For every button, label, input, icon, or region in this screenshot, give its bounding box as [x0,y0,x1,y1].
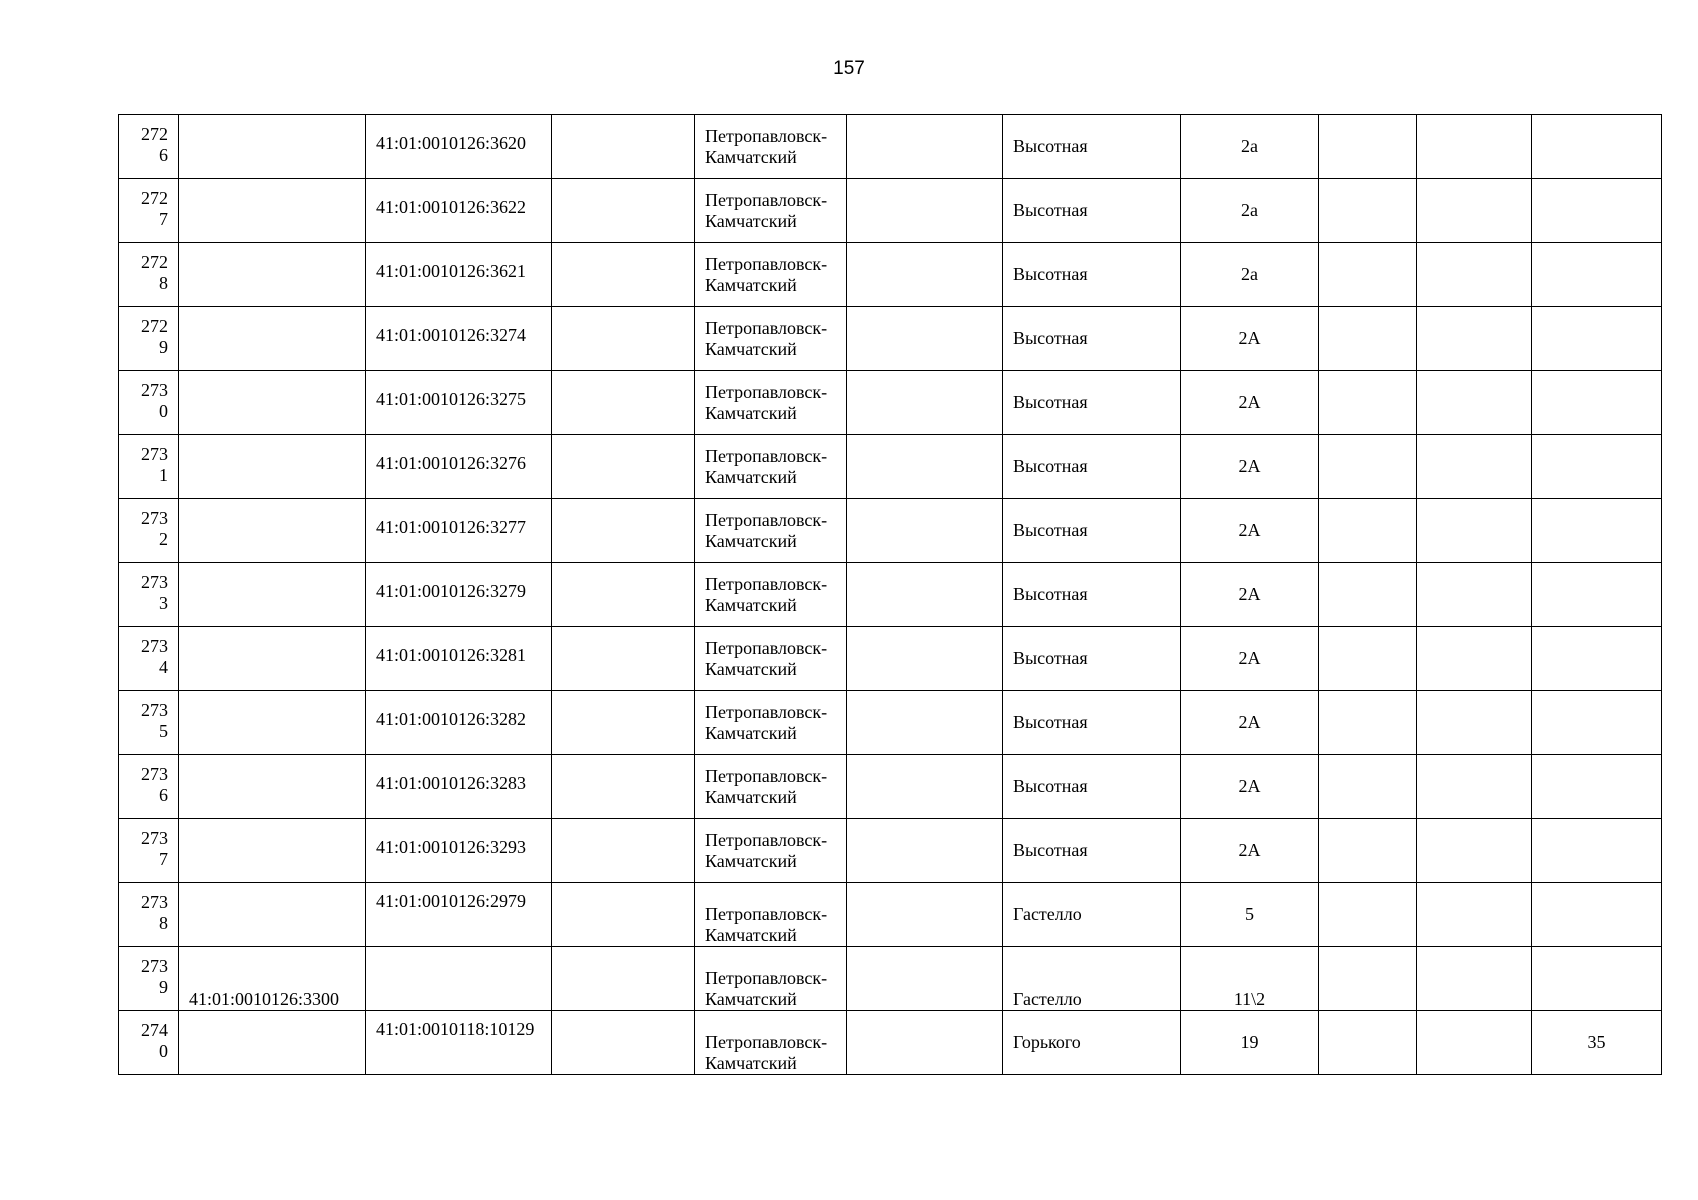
table-row [119,499,1662,563]
cadastral-number-2-cell: 41:01:0010126:3282 [366,691,552,755]
extra-cell [1319,563,1417,627]
street-cell: Гастелло [1003,883,1181,947]
empty-cell [847,243,1003,307]
extra-value-cell [1532,563,1662,627]
table-row [119,243,1662,307]
city-cell: Петропавловск-Камчатский [695,1011,847,1075]
city-cell: Петропавловск-Камчатский [695,627,847,691]
street-cell: Высотная [1003,691,1181,755]
street-cell: Высотная [1003,819,1181,883]
city-cell: Петропавловск-Камчатский [695,819,847,883]
extra-value-cell [1532,883,1662,947]
extra-cell [1319,371,1417,435]
empty-cell [847,691,1003,755]
extra-cell [1417,499,1532,563]
empty-cell [552,627,695,691]
row-number-cell: 272 7 [119,179,179,243]
table-row [119,435,1662,499]
empty-cell [847,627,1003,691]
row-number-cell: 272 8 [119,243,179,307]
cadastral-number-cell [179,627,366,691]
empty-cell [552,1011,695,1075]
empty-cell [552,883,695,947]
street-cell: Высотная [1003,307,1181,371]
row-number-cell: 273 8 [119,883,179,947]
extra-value-cell [1532,435,1662,499]
house-number-cell: 2А [1181,499,1319,563]
table-row [119,691,1662,755]
city-cell: Петропавловск-Камчатский [695,755,847,819]
extra-cell [1417,1011,1532,1075]
extra-cell [1417,819,1532,883]
cadastral-number-2-cell: 41:01:0010126:2979 [366,883,552,947]
city-cell: Петропавловск-Камчатский [695,243,847,307]
row-number-cell: 273 0 [119,371,179,435]
cadastral-number-2-cell: 41:01:0010126:3620 [366,115,552,179]
empty-cell [847,115,1003,179]
empty-cell [552,307,695,371]
street-cell: Высотная [1003,627,1181,691]
cadastral-number-cell [179,1011,366,1075]
empty-cell [847,947,1003,1011]
city-cell: Петропавловск-Камчатский [695,179,847,243]
cadastral-number-2-cell: 41:01:0010126:3277 [366,499,552,563]
extra-cell [1319,243,1417,307]
extra-cell [1417,115,1532,179]
empty-cell [552,371,695,435]
city-cell: Петропавловск-Камчатский [695,883,847,947]
house-number-cell: 2А [1181,371,1319,435]
cadastral-number-cell [179,563,366,627]
cadastral-number-2-cell: 41:01:0010126:3275 [366,371,552,435]
street-cell: Высотная [1003,435,1181,499]
house-number-cell: 5 [1181,883,1319,947]
empty-cell [847,435,1003,499]
row-number-cell: 272 9 [119,307,179,371]
empty-cell [847,819,1003,883]
empty-cell [847,307,1003,371]
cadastral-number-cell [179,371,366,435]
street-cell: Горького [1003,1011,1181,1075]
extra-cell [1417,883,1532,947]
table-row [119,627,1662,691]
house-number-cell: 19 [1181,1011,1319,1075]
extra-value-cell [1532,627,1662,691]
extra-cell [1319,499,1417,563]
cadastral-number-cell [179,243,366,307]
empty-cell [847,371,1003,435]
extra-value-cell [1532,755,1662,819]
extra-cell [1319,435,1417,499]
empty-cell [847,179,1003,243]
table-row [119,115,1662,179]
extra-value-cell [1532,307,1662,371]
empty-cell [847,883,1003,947]
row-number-cell: 273 3 [119,563,179,627]
extra-cell [1319,307,1417,371]
extra-value-cell [1532,691,1662,755]
empty-cell [552,819,695,883]
cadastral-number-2-cell: 41:01:0010126:3283 [366,755,552,819]
row-number-cell: 273 7 [119,819,179,883]
city-cell: Петропавловск-Камчатский [695,307,847,371]
extra-value-cell [1532,819,1662,883]
extra-value-cell [1532,179,1662,243]
extra-cell [1417,371,1532,435]
street-cell: Высотная [1003,243,1181,307]
street-cell: Высотная [1003,179,1181,243]
house-number-cell: 2а [1181,115,1319,179]
extra-cell [1417,179,1532,243]
extra-cell [1319,947,1417,1011]
cadastral-number-2-cell: 41:01:0010126:3622 [366,179,552,243]
cadastral-number-2-cell: 41:01:0010126:3279 [366,563,552,627]
city-cell: Петропавловск-Камчатский [695,947,847,1011]
empty-cell [847,499,1003,563]
empty-cell [552,755,695,819]
extra-cell [1319,883,1417,947]
cadastral-number-2-cell: 41:01:0010126:3281 [366,627,552,691]
table-row [119,563,1662,627]
table-row [119,371,1662,435]
city-cell: Петропавловск-Камчатский [695,691,847,755]
house-number-cell: 2А [1181,691,1319,755]
row-number-cell: 273 9 [119,947,179,1011]
cadastral-number-cell: 41:01:0010126:3300 [179,947,366,1011]
extra-value-cell [1532,115,1662,179]
city-cell: Петропавловск-Камчатский [695,499,847,563]
row-number-cell: 273 2 [119,499,179,563]
extra-cell [1319,819,1417,883]
city-cell: Петропавловск-Камчатский [695,371,847,435]
registry-table [118,114,1662,1075]
house-number-cell: 2а [1181,179,1319,243]
extra-cell [1417,563,1532,627]
street-cell: Высотная [1003,115,1181,179]
extra-cell [1319,115,1417,179]
extra-cell [1319,627,1417,691]
cadastral-number-2-cell: 41:01:0010126:3293 [366,819,552,883]
empty-cell [552,179,695,243]
extra-cell [1319,691,1417,755]
cadastral-number-2-cell: 41:01:0010126:3276 [366,435,552,499]
extra-value-cell [1532,243,1662,307]
house-number-cell: 2А [1181,755,1319,819]
empty-cell [552,947,695,1011]
table-body [119,115,1662,1075]
extra-value-cell [1532,947,1662,1011]
cadastral-number-2-cell: 41:01:0010118:10129 [366,1011,552,1075]
cadastral-number-2-cell: 41:01:0010126:3274 [366,307,552,371]
house-number-cell: 2А [1181,563,1319,627]
cadastral-number-cell [179,307,366,371]
table-row [119,179,1662,243]
table-row [119,1011,1662,1075]
cadastral-number-cell [179,435,366,499]
extra-value-cell [1532,499,1662,563]
cadastral-number-2-cell: 41:01:0010126:3621 [366,243,552,307]
house-number-cell: 2А [1181,307,1319,371]
extra-cell [1319,179,1417,243]
empty-cell [552,499,695,563]
street-cell: Гастелло [1003,947,1181,1011]
city-cell: Петропавловск-Камчатский [695,563,847,627]
empty-cell [847,755,1003,819]
table-row [119,755,1662,819]
city-cell: Петропавловск-Камчатский [695,115,847,179]
empty-cell [552,691,695,755]
table-row [119,819,1662,883]
street-cell: Высотная [1003,563,1181,627]
extra-cell [1417,307,1532,371]
cadastral-number-cell [179,499,366,563]
house-number-cell: 2а [1181,243,1319,307]
page-number: 157 [833,58,865,79]
row-number-cell: 273 5 [119,691,179,755]
extra-cell [1417,627,1532,691]
street-cell: Высотная [1003,371,1181,435]
empty-cell [552,435,695,499]
empty-cell [552,243,695,307]
extra-cell [1417,435,1532,499]
cadastral-number-cell [179,819,366,883]
extra-cell [1417,755,1532,819]
house-number-cell: 11\2 [1181,947,1319,1011]
extra-cell [1417,947,1532,1011]
empty-cell [552,563,695,627]
cadastral-number-cell [179,691,366,755]
empty-cell [552,115,695,179]
row-number-cell: 273 4 [119,627,179,691]
row-number-cell: 274 0 [119,1011,179,1075]
extra-cell [1319,755,1417,819]
extra-cell [1417,243,1532,307]
table-row [119,307,1662,371]
extra-value-cell [1532,371,1662,435]
row-number-cell: 273 1 [119,435,179,499]
house-number-cell: 2А [1181,627,1319,691]
extra-value-cell: 35 [1532,1011,1662,1075]
cadastral-number-cell [179,883,366,947]
table-row [119,947,1662,1011]
cadastral-number-cell [179,179,366,243]
cadastral-number-cell [179,115,366,179]
extra-cell [1319,1011,1417,1075]
row-number-cell: 272 6 [119,115,179,179]
house-number-cell: 2А [1181,819,1319,883]
city-cell: Петропавловск-Камчатский [695,435,847,499]
street-cell: Высотная [1003,499,1181,563]
house-number-cell: 2А [1181,435,1319,499]
extra-cell [1417,691,1532,755]
row-number-cell: 273 6 [119,755,179,819]
cadastral-number-2-cell [366,947,552,1011]
empty-cell [847,563,1003,627]
cadastral-number-cell [179,755,366,819]
street-cell: Высотная [1003,755,1181,819]
table-row [119,883,1662,947]
empty-cell [847,1011,1003,1075]
